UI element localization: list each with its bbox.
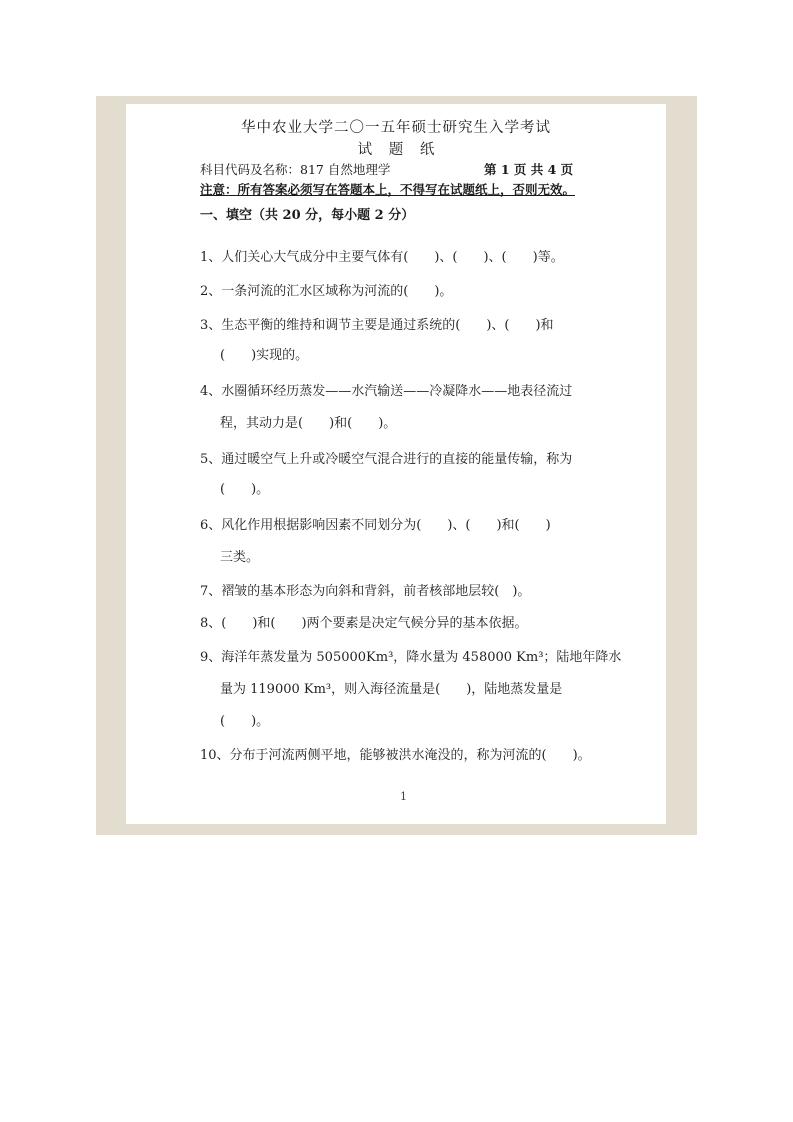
- exam-sheet: [126, 104, 666, 824]
- question-3: 3、生态平衡的维持和调节主要是通过系统的( )、( )和: [200, 318, 554, 333]
- page-info: 第 1 页 共 4 页: [484, 162, 574, 177]
- question-5: 5、通过暖空气上升或冷暖空气混合进行的直接的能量传输，称为: [200, 452, 573, 467]
- photo-frame: [96, 96, 697, 835]
- notice: 注意：所有答案必须写在答题本上，不得写在试题纸上，否则无效。: [200, 182, 576, 197]
- question-5-cont: ( )。: [220, 482, 270, 497]
- question-4-cont: 程，其动力是( )和( )。: [220, 416, 397, 431]
- question-2: 2、一条河流的汇水区域称为河流的( )。: [200, 284, 453, 299]
- section-heading: 一、填空（共 20 分，每小题 2 分）: [200, 208, 415, 223]
- question-6-cont: 三类。: [220, 550, 260, 565]
- question-8: 8、( )和( )两个要素是决定气候分异的基本依据。: [200, 616, 528, 631]
- subject-code: 科目代码及名称：817 自然地理学: [200, 162, 391, 177]
- exam-title: 华中农业大学二〇一五年硕士研究生入学考试: [241, 120, 551, 136]
- question-10: 10、分布于河流两侧平地，能够被洪水淹没的，称为河流的( )。: [200, 748, 591, 763]
- page-number: 1: [400, 790, 407, 803]
- question-4: 4、水圈循环经历蒸发——水汽输送——冷凝降水——地表径流过: [200, 384, 573, 399]
- question-3-cont: ( )实现的。: [220, 348, 309, 363]
- question-6: 6、风化作用根据影响因素不同划分为( )、( )和( ): [200, 518, 551, 533]
- question-9-cont2: ( )。: [220, 714, 270, 729]
- question-7: 7、褶皱的基本形态为向斜和背斜，前者核部地层较( )。: [200, 584, 531, 599]
- question-1: 1、人们关心大气成分中主要气体有( )、( )、( )等。: [200, 250, 564, 265]
- question-9: 9、海洋年蒸发量为 505000Km³，降水量为 458000 Km³；陆地年降水: [200, 650, 622, 665]
- question-9-cont: 量为 119000 Km³，则入海径流量是( )，陆地蒸发量是: [220, 682, 563, 697]
- exam-subtitle: 试 题 纸: [357, 142, 435, 158]
